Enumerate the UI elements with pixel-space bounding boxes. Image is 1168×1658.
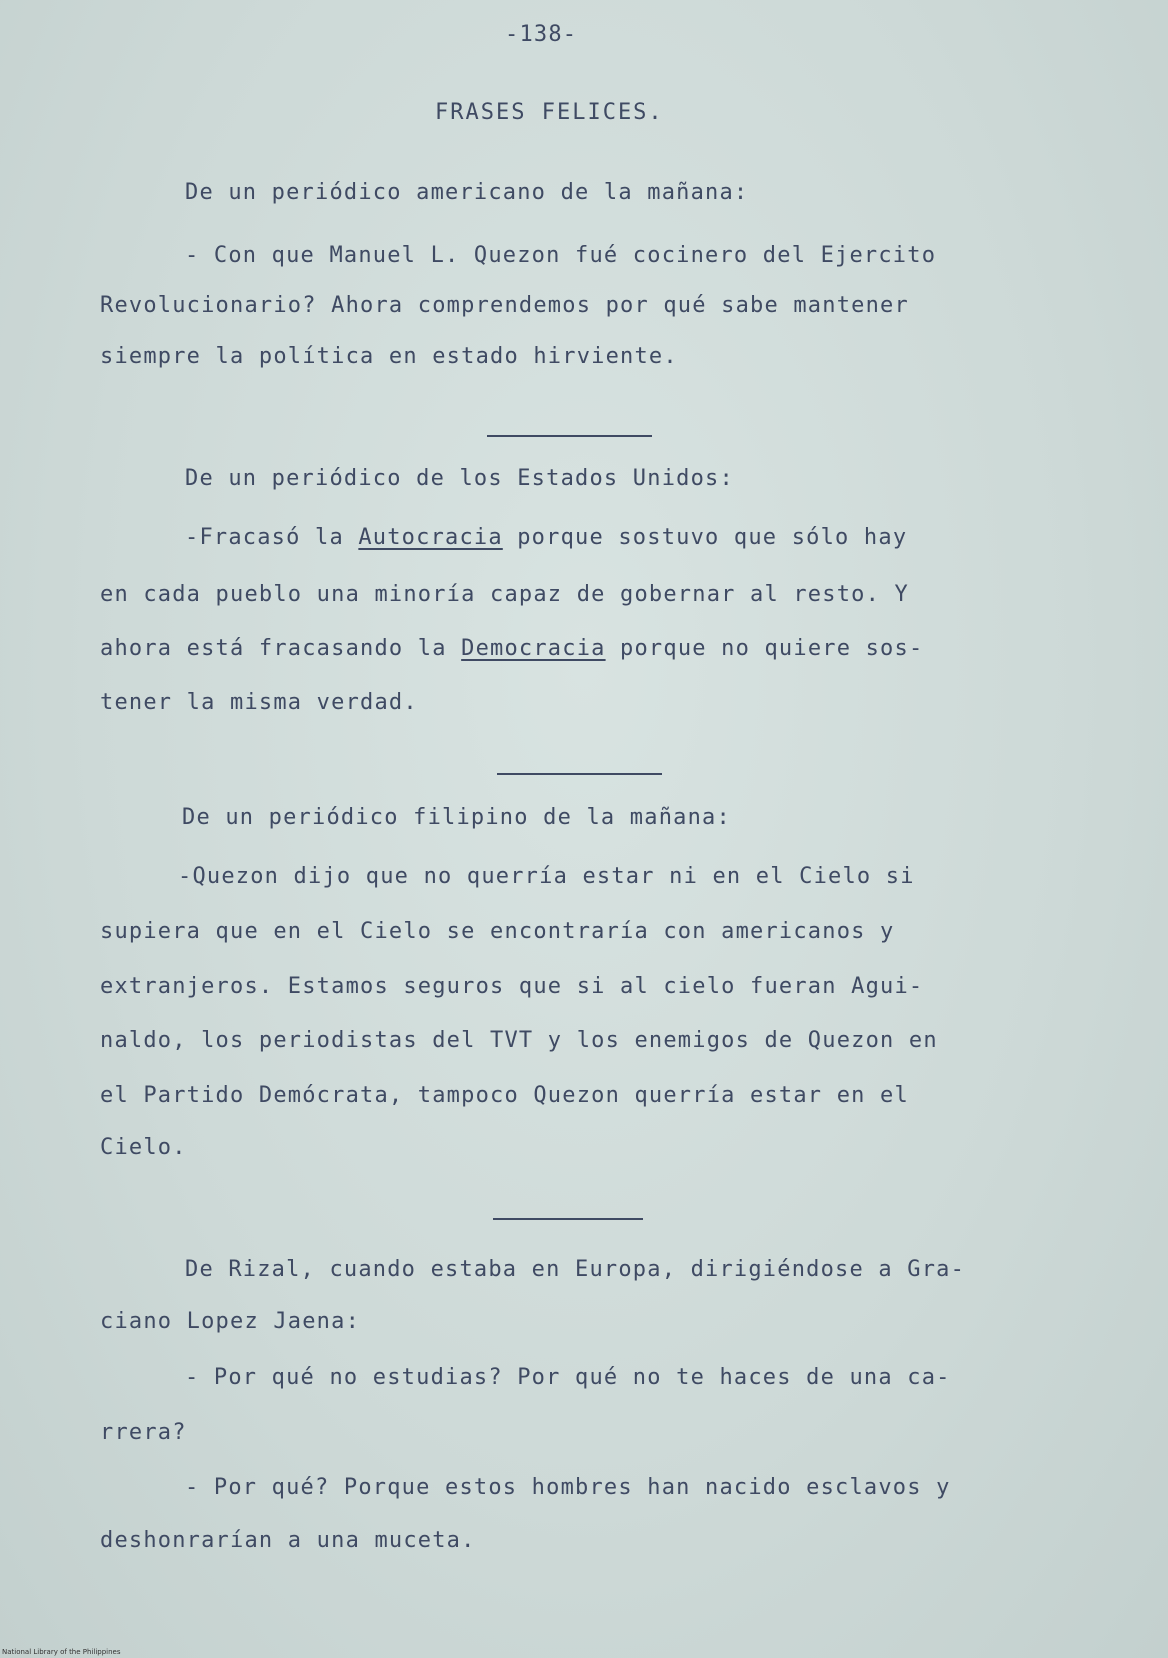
- section-4-line-2: rrera?: [100, 1420, 187, 1445]
- section-2-line-1-a: -Fracasó la: [185, 525, 359, 550]
- section-1-line-3: siempre la política en estado hirviente.: [100, 344, 678, 369]
- autocracia-underlined: Autocracia: [358, 525, 503, 550]
- section-2-line-4: tener la misma verdad.: [100, 690, 418, 715]
- library-credit: National Library of the Philippines: [2, 1648, 121, 1656]
- section-2-line-1: [185, 525, 907, 550]
- section-4-line-1: - Por qué no estudias? Por qué no te haces de una ca-: [185, 1365, 951, 1390]
- section-1-line-1: - Con que Manuel L. Quezon fué cocinero del Ejercito: [185, 243, 937, 268]
- page-title: FRASES FELICES.: [435, 100, 664, 125]
- section-4-line-3: - Por qué? Porque estos hombres han nacido esclavos y: [185, 1475, 951, 1500]
- section-1-line-2: Revolucionario? Ahora comprendemos por qué sabe mantener: [100, 293, 909, 318]
- section-3-line-3: extranjeros. Estamos seguros que si al cielo fueran Agui-: [100, 974, 924, 999]
- section-3-line-6: Cielo.: [100, 1135, 187, 1160]
- section-3-line-1: -Quezon dijo que no querría estar ni en el Cielo si: [178, 864, 915, 889]
- section-4-line-4: deshonrarían a una muceta.: [100, 1528, 476, 1553]
- section-divider-2: [497, 773, 662, 775]
- section-2-source: De un periódico de los Estados Unidos:: [185, 466, 734, 491]
- section-divider-1: [487, 435, 652, 437]
- page-number: -138-: [505, 22, 578, 47]
- section-2-line-3-b: porque no quiere sos-: [605, 636, 924, 661]
- section-4-source-1: De Rizal, cuando estaba en Europa, dirigiéndose a Gra-: [185, 1257, 966, 1282]
- section-2-line-1-b: porque sostuvo que sólo hay: [502, 525, 908, 550]
- section-2-line-3-a: ahora está fracasando la: [100, 636, 462, 661]
- section-divider-3: [493, 1218, 643, 1220]
- section-3-line-4: naldo, los periodistas del TVT y los enemigos de Quezon en: [100, 1028, 938, 1053]
- section-2-line-3: [100, 636, 923, 661]
- section-2-line-2: en cada pueblo una minoría capaz de gobernar al resto. Y: [100, 582, 909, 607]
- section-4-source-2: ciano Lopez Jaena:: [100, 1309, 361, 1334]
- section-3-line-2: supiera que en el Cielo se encontraría con americanos y: [100, 919, 895, 944]
- section-1-source: De un periódico americano de la mañana:: [185, 180, 749, 205]
- section-3-line-5: el Partido Demócrata, tampoco Quezon querría estar en el: [100, 1083, 909, 1108]
- section-3-source: De un periódico filipino de la mañana:: [182, 805, 731, 830]
- democracia-underlined: Democracia: [461, 636, 606, 661]
